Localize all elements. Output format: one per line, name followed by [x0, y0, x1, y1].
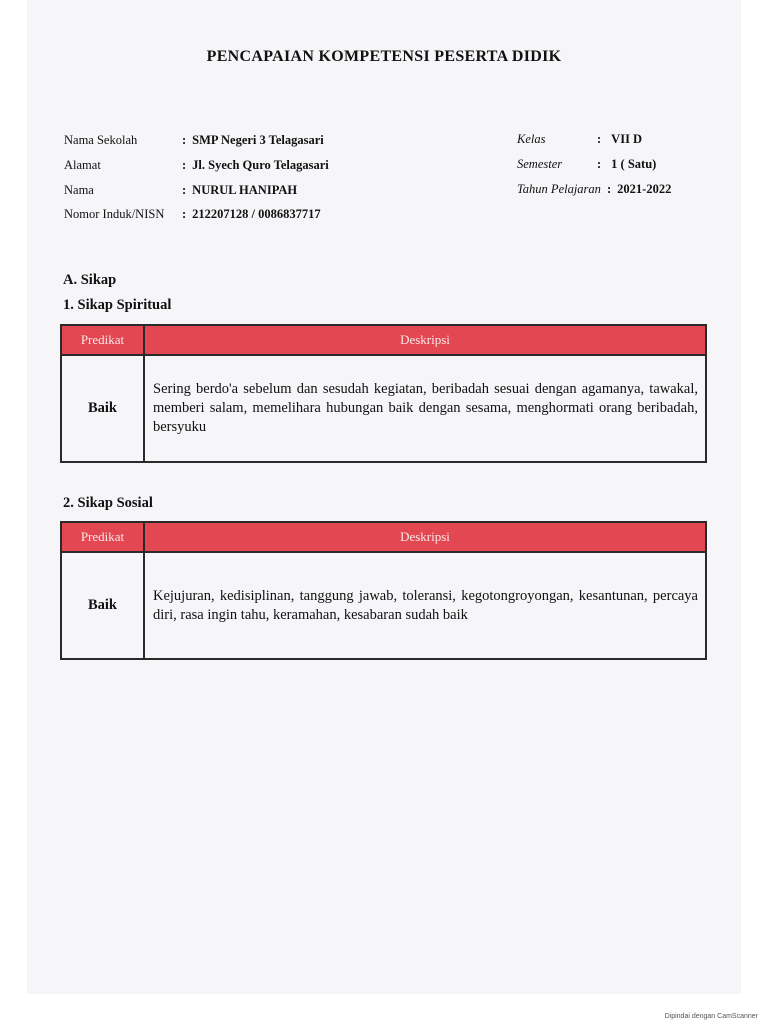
table-header-row [61, 522, 706, 552]
info-row-nama-sekolah [64, 133, 324, 148]
spiritual-table [60, 324, 707, 463]
info-separator: : [597, 157, 602, 171]
predikat-header: Predikat [61, 522, 144, 552]
predikat-header: Predikat [61, 325, 144, 355]
spiritual-heading: 1. Sikap Spiritual [63, 297, 172, 313]
info-label: Kelas [517, 132, 546, 146]
info-separator: : [182, 183, 187, 197]
info-label: Tahun Pelajaran [517, 182, 601, 196]
deskripsi-value: Kejujuran, kedisiplinan, tanggung jawab, toleransi, kegotongroyongan, kesantunan, percaya diri, rasa ingin tahu, keramahan, kesabaran sudah baik [144, 552, 706, 659]
info-row-kelas [517, 132, 642, 147]
info-separator: : [597, 132, 602, 146]
deskripsi-value: Sering berdo'a sebelum dan sesudah kegiatan, beribadah sesuai dengan agamanya, tawakal, memberi salam, memelihara hubungan baik dengan sesama, menghormati orang beribadah, bersyuku [144, 355, 706, 462]
info-row-semester [517, 157, 656, 172]
info-row-nisn [64, 207, 321, 222]
sosial-heading: 2. Sikap Sosial [63, 495, 153, 511]
predikat-value: Baik [61, 355, 144, 462]
table-header-row [61, 325, 706, 355]
info-label: Nomor Induk/NISN [64, 207, 165, 221]
info-label: Nama [64, 183, 94, 197]
info-row-nama [64, 183, 297, 198]
info-value: SMP Negeri 3 Telagasari [192, 133, 324, 147]
scanner-footer: Dipindai dengan CamScanner [664, 1013, 758, 1020]
table-row [61, 552, 706, 659]
info-label: Semester [517, 157, 563, 171]
info-value: NURUL HANIPAH [192, 183, 298, 197]
document-title: PENCAPAIAN KOMPETENSI PESERTA DIDIK [206, 48, 562, 65]
deskripsi-header: Deskripsi [144, 325, 706, 355]
info-value: Jl. Syech Quro Telagasari [192, 158, 329, 172]
sosial-table [60, 521, 707, 660]
info-value: 212207128 / 0086837717 [192, 207, 321, 221]
info-separator: : [182, 207, 187, 221]
info-value: 2021-2022 [617, 182, 672, 196]
table-row [61, 355, 706, 462]
info-value: VII D [611, 132, 643, 146]
info-value: 1 ( Satu) [611, 157, 657, 171]
info-separator: : [607, 182, 612, 196]
deskripsi-header: Deskripsi [144, 522, 706, 552]
predikat-value: Baik [61, 552, 144, 659]
info-separator: : [182, 158, 187, 172]
info-separator: : [182, 133, 187, 147]
section-a-heading: A. Sikap [63, 272, 117, 288]
info-row-alamat [64, 158, 329, 173]
info-label: Alamat [64, 158, 101, 172]
info-label: Nama Sekolah [64, 133, 138, 147]
info-row-tahun-pelajaran [517, 182, 671, 197]
